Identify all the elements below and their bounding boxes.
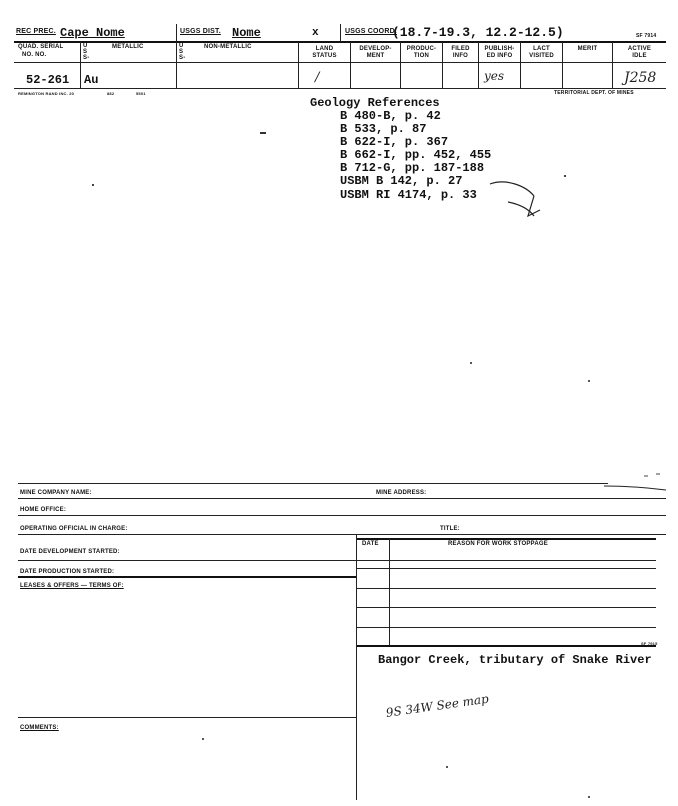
uss-header-nonmetallic: U S S- [179,43,186,61]
filed-info-header: FILED INFO [451,46,470,59]
form-number-bottom: SF 7915 [641,641,658,646]
card-rule [356,607,656,608]
scan-speck [588,796,590,798]
handwritten-note: 9S 34W See map [385,691,490,720]
reference-item: USBM B 142, p. 27 [340,174,463,188]
card-divider [389,538,390,645]
card-rule [356,588,656,589]
mine-company-label: MINE COMPANY NAME: [20,490,92,496]
card-rule [18,498,666,499]
last-visited-header: LACT VISITED [529,46,554,59]
geology-references-heading: Geology References [310,96,440,110]
quad-serial-value: 52-261 [26,73,70,87]
mine-address-label: MINE ADDRESS: [376,490,427,496]
card-divider [356,534,357,800]
card-rule [356,627,656,628]
development-header: DEVELOP- MENT [359,46,392,59]
comments-label: COMMENTS: [20,725,59,731]
scan-speck [564,175,566,177]
rec-prec-value: Cape Nome [60,26,125,40]
land-status-header: LAND STATUS [312,46,337,59]
form-code: 882 [107,91,115,96]
reference-item: B 533, p. 87 [340,122,427,136]
handwritten-bracket-mark [488,178,548,220]
production-header: PRODUC- TION [406,46,437,59]
reference-item: B 712-G, pp. 187-188 [340,161,485,175]
card-rule [14,88,666,89]
printer-credit: REMINGTON RAND INC. 20 [18,91,75,96]
scan-speck [260,132,266,134]
card-divider [340,24,341,42]
card-rule [356,538,656,540]
quad-serial-header: QUAD. SERIAL [18,44,64,50]
metallic-value: Au [84,73,99,87]
scan-speck [446,766,448,768]
uss-header-metallic: U S S- [83,43,90,61]
date-development-label: DATE DEVELOPMENT STARTED: [20,549,120,555]
card-rule [14,62,666,63]
card-rule [18,717,356,718]
location-note: Bangor Creek, tributary of Snake River [378,653,652,667]
reference-item: B 662-I, pp. 452, 455 [340,148,492,162]
operating-official-label: OPERATING OFFICIAL IN CHARGE: [20,526,128,532]
scan-speck [202,738,204,740]
card-divider [176,24,177,88]
active-idle-header: ACTIVE IDLE [627,46,652,59]
top-corner-curve [600,470,670,494]
card-rule [18,483,608,484]
nonmetallic-header: NON-METALLIC [204,44,252,50]
card-rule [18,534,666,535]
form-number-top: SF 7914 [636,33,657,39]
card-divider [80,42,81,88]
work-stoppage-label: REASON FOR WORK STOPPAGE [448,541,548,547]
active-idle-value: J258 [624,70,657,86]
merit-header: MERIT [577,46,598,52]
form-code: 5501 [136,91,146,96]
card-rule [356,568,656,569]
card-rule [18,515,666,516]
usgs-dist-value: Nome [232,26,261,40]
usgs-coord-label: USGS COORD. [345,28,397,35]
reference-item: B 622-I, p. 367 [340,135,449,149]
scan-speck [588,380,590,382]
published-info-value: yes [484,69,505,83]
reference-item: B 480-B, p. 42 [340,109,441,123]
reference-item: USBM RI 4174, p. 33 [340,188,477,202]
date-column-label: DATE [362,541,379,547]
date-production-label: DATE PRODUCTION STARTED: [20,569,115,575]
scan-speck [92,184,94,186]
scan-speck [470,362,472,364]
card-rule [18,560,656,561]
no-no-header: NO. NO. [22,52,47,58]
usgs-coord-value: (18.7-19.3, 12.2-12.5) [392,25,564,40]
home-office-label: HOME OFFICE: [20,507,67,513]
card-rule [356,645,656,647]
land-status-value: / [315,70,320,85]
rec-prec-label: REC PREC. [16,28,56,35]
card-rule [18,576,356,578]
department-name: TERRITORIAL DEPT. OF MINES [554,90,634,96]
usgs-dist-label: USGS DIST. [180,28,221,35]
metallic-header: METALLIC [112,44,144,50]
published-info-header: PUBLISH- ED INFO [484,46,515,59]
title-label: TITLE: [440,526,460,532]
leases-offers-label: LEASES & OFFERS — TERMS OF: [20,583,124,589]
dist-mark: x [312,27,319,39]
